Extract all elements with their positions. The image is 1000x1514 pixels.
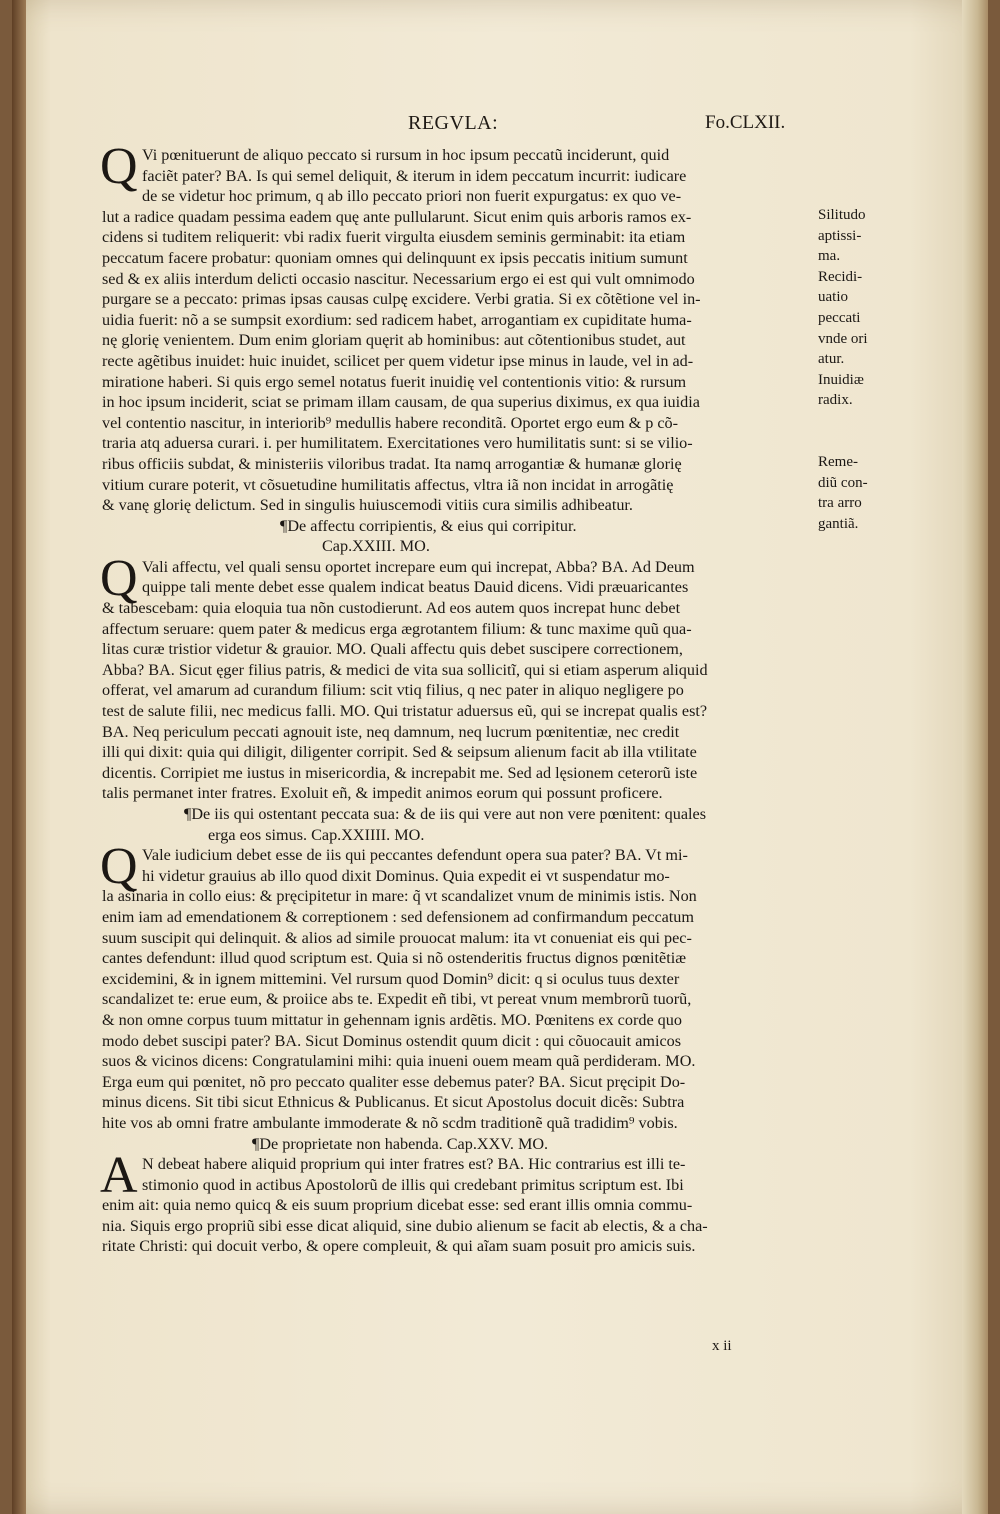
marginal-note: Silitudo	[818, 207, 866, 223]
text-line: Vali affectu, vel quali sensu oportet increpare eum qui increpat, Abba? BA. Ad Deum	[142, 557, 695, 576]
chapter-heading: ¶De iis qui ostentant peccata sua: & de iis qui vere aut non vere pœnitent: quales	[184, 805, 707, 823]
text-line: sed & ex aliis interdum delicti occasio nascitur. Necessarium ergo ei est qui vult omnimodo	[102, 269, 695, 288]
text-line: faciẽt pater? BA. Is qui semel deliquit, & iterum in idem peccatum incurrit: iudicare	[142, 166, 687, 185]
text-line: traria atq aduersa curari. i. per humilitatem. Exercitationes vero humilitatis sunt: si se vilio-	[102, 434, 693, 453]
marginal-note: Recidi-	[818, 268, 863, 285]
text-line: vel contentio nascitur, in interiorib⁹ medullis habere reconditã. Oportet ergo eum & p cõ-	[102, 413, 679, 432]
text-line: Abba? BA. Sicut ęger filius patris, & medici de vita sua sollicitĩ, qui si etiam asperum aliquid	[102, 660, 708, 679]
text-line: talis permanet inter fratres. Exoluit eñ, & impedit animos eorum qui possunt proficere.	[102, 784, 663, 803]
text-line: recte agẽtibus inuidet: huic inuidet, scilicet per quem videtur ipse minus in laude, vel in ad-	[102, 351, 694, 370]
text-line: enim ait: quia nemo quicq & eis suum proprium dicebat esse: sed erant illis omnia commu-	[102, 1196, 693, 1215]
text-line: minus dicens. Sit tibi sicut Ethnicus & Publicanus. Et sicut Apostolus docuit dicẽs: Subtra	[102, 1093, 685, 1112]
section	[100, 549, 814, 804]
text-line: hi videtur grauius ab illo quod dixit Dominus. Quia expedit ei vt suspendatur mo-	[142, 866, 670, 885]
binding-edge	[12, 0, 26, 1514]
marginal-notes	[818, 205, 908, 535]
text-line: lut a radice quadam pessima eadem quę ante pullularunt. Sicut enim quis arboris ramos ex-	[102, 207, 692, 226]
text-line: & vanę glorię delictum. Sed in singulis huiuscemodi vitiis cura similis adhibeatur.	[102, 496, 633, 515]
text-line: litas curæ tristior videtur & grauior. MO. Quali affectu quis debet suscipere correctionem,	[102, 640, 683, 659]
text-line: dicentis. Corripiet me iustus in misericordia, & increpabit me. Sed ad lęsionem ceterorũ iste	[102, 763, 698, 782]
text-line: suum suscipit qui delinquit. & alios ad simile prouocat malum: ita vt conueniat eis qui pec-	[102, 928, 692, 947]
text-line: uidia fuerit: nõ a se sumpsit exordium: sed radicem habet, arrogantiam ex cupiditate huma-	[102, 310, 692, 329]
text-line: affectum seruare: quem pater & medicus erga ægrotantem filium: & tunc maxime quũ qua-	[102, 619, 692, 638]
drop-initial: Q	[100, 138, 138, 195]
section	[100, 838, 814, 1133]
marginal-spacer	[818, 432, 908, 453]
text-line: Erga eum qui pœnitet, nõ pro peccato qualiter esse debemus pater? BA. Sicut pręcipit Do-	[102, 1072, 686, 1091]
text-line: offerat, vel amarum ad curandum filium: scit vtiq filius, q nec pater in aliquo negligere po	[102, 681, 684, 700]
text-line: & tabescebam: quia eloquia tua nõn custodierunt. Ad eos autem quos increpat hunc debet	[102, 599, 681, 618]
folio-number: Fo.CLXII.	[705, 112, 786, 133]
marginal-note: vnde ori	[818, 330, 868, 347]
text-line: Vale iudicium debet esse de iis qui peccantes defendunt opera sua pater? BA. Vt mi-	[142, 846, 688, 865]
text-line: suos & vicinos dicens: Congratulamini mihi: quia inueni ouem meam quã perdideram. MO.	[102, 1052, 696, 1071]
text-line: la asinaria in collo eius: & pręcipitetur in mare: q̃ vt scandalizet vnum de minimis istis. Non	[102, 887, 697, 906]
signature-mark: x ii	[712, 1338, 732, 1354]
text-line: Vi pœnituerunt de aliquo peccato si rursum in hoc ipsum peccatũ inciderunt, quid	[142, 146, 670, 164]
text-line: de se videtur hoc primum, q ab illo peccato priori non fuerit expurgatus: ex quo ve-	[142, 187, 682, 206]
text-line: enim iam ad emendationem & correptionem : sed defensionem ad confirmandum peccatum	[102, 907, 694, 926]
text-line: & non omne corpus tuum mittatur in gehennam ignis ardẽtis. MO. Pœnitens ex corde quo	[102, 1010, 682, 1029]
text-line: N debeat habere aliquid proprium qui inter fratres est? BA. Hic contrarius est illi te-	[142, 1155, 686, 1174]
text-line: hite vos ab omni fratre ambulante immoderate & nõ scdm traditionẽ quã tradidim⁹ vobis.	[102, 1113, 678, 1132]
main-text	[100, 138, 814, 1257]
text-line: miratione haberi. Si quis ergo semel notatus fuerit inuidię vel contentionis vitio: & rursum	[102, 372, 687, 391]
marginal-spacer	[818, 411, 908, 432]
drop-initial: A	[100, 1147, 138, 1205]
text-line: ribus officiis subdat, & ministeriis viloribus tradat. Ita namq arrogantiæ & humanæ glorię	[102, 454, 682, 473]
section	[100, 138, 814, 516]
text-line: purgare se a peccato: primas ipsas causas culpę excidere. Verbi gratia. Si ex cõtẽtione vel in-	[102, 290, 701, 309]
text-line: in hoc ipsum inciderit, sciat se primam illam causam, de qua superius diximus, ex qua iuidia	[102, 393, 700, 412]
marginal-note: radix.	[818, 392, 853, 409]
marginal-note: gantiã.	[818, 515, 859, 532]
marginal-note: peccati	[818, 309, 861, 326]
text-line: cidens si tuditem reliquerit: vbi radix fuerit virgulta eiusdem seminis germinabit: ita etiam	[102, 228, 686, 247]
text-line: scandalizet te: erue eum, & proiice abs te. Expedit eñ tibi, vt pereat vnum membrorũ tuorũ,	[102, 990, 692, 1009]
text-line: excidemini, & in ignem mittemini. Vel rursum quod Domin⁹ dicit: q si oculus tuus dexter	[102, 969, 680, 988]
text-line: nia. Siquis ergo propriũ sibi esse dicat aliquid, sine dubio alienum se facit ab electis, & a cha-	[102, 1216, 708, 1235]
page-edge	[962, 0, 988, 1514]
text-line: test de salute filii, nec medicus falli. MO. Qui tristatur aduersus eũ, qui se increpat qualis est?	[102, 702, 708, 721]
marginal-note: uatio	[818, 289, 848, 306]
page-header	[12, 112, 1000, 140]
chapter-heading: ¶De affectu corripientis, & eius qui corripitur.	[280, 516, 577, 535]
drop-initial: Q	[100, 549, 138, 607]
running-head: REGVLA:	[408, 112, 499, 134]
marginal-note: atur.	[818, 351, 845, 368]
text-line: vitium curare poterit, vt cõsuetudine humilitatis affectus, vltra iã non incidat in arrogãtię	[102, 475, 674, 494]
text-line: cantes defendunt: illud quod scriptum est. Quia si nõ ostenderitis fructus dignos pœnitẽtiæ	[102, 949, 687, 968]
marginal-note: Inuidiæ	[818, 371, 864, 388]
book-page	[12, 0, 988, 1514]
marginal-note: aptissi-	[818, 227, 862, 244]
text-line: nę glorię venientem. Dum enim gloriam quęrit ab hominibus: aut cõtentionibus studet, aut	[102, 331, 686, 350]
chapter-number: Cap.XXIII. MO.	[322, 537, 430, 556]
text-line: peccatum facere probatur: quoniam omnes qui delinquunt ex ipsis peccatis initium sumunt	[102, 248, 688, 267]
chapter-heading: ¶De proprietate non habenda. Cap.XXV. MO.	[252, 1134, 549, 1153]
chapter-number: erga eos simus. Cap.XXIIII. MO.	[208, 825, 425, 844]
marginal-note: tra arro	[818, 495, 862, 512]
text-line: ritate Christi: qui docuit verbo, & opere compleuit, & qui aĩam suam posuit pro amicis suis.	[102, 1237, 696, 1256]
drop-initial: Q	[100, 838, 138, 896]
section	[100, 1147, 814, 1257]
text-line: quippe tali mente debet esse qualem indicat beatus Dauid dicens. Vidi præuaricantes	[142, 578, 689, 597]
text-line: modo debet suscipi pater? BA. Sicut Dominus ostendit quum dicit : qui cõuocauit amicos	[102, 1031, 682, 1050]
marginal-note: ma.	[818, 248, 841, 265]
marginal-note: Reme-	[818, 454, 858, 471]
text-line: illi qui dixit: quia qui diligit, diligenter corripit. Sed & seipsum alienum facit ab illa vtilitate	[102, 743, 697, 762]
text-line: stimonio quod in actibus Apostolorũ de illis qui credebant primitus scriptum est. Ibi	[142, 1175, 684, 1194]
marginal-note: diũ con-	[818, 474, 868, 491]
text-line: BA. Neq periculum peccati agnouit iste, neq damnum, neq lucrum pœnitentiæ, nec credit	[102, 722, 680, 741]
